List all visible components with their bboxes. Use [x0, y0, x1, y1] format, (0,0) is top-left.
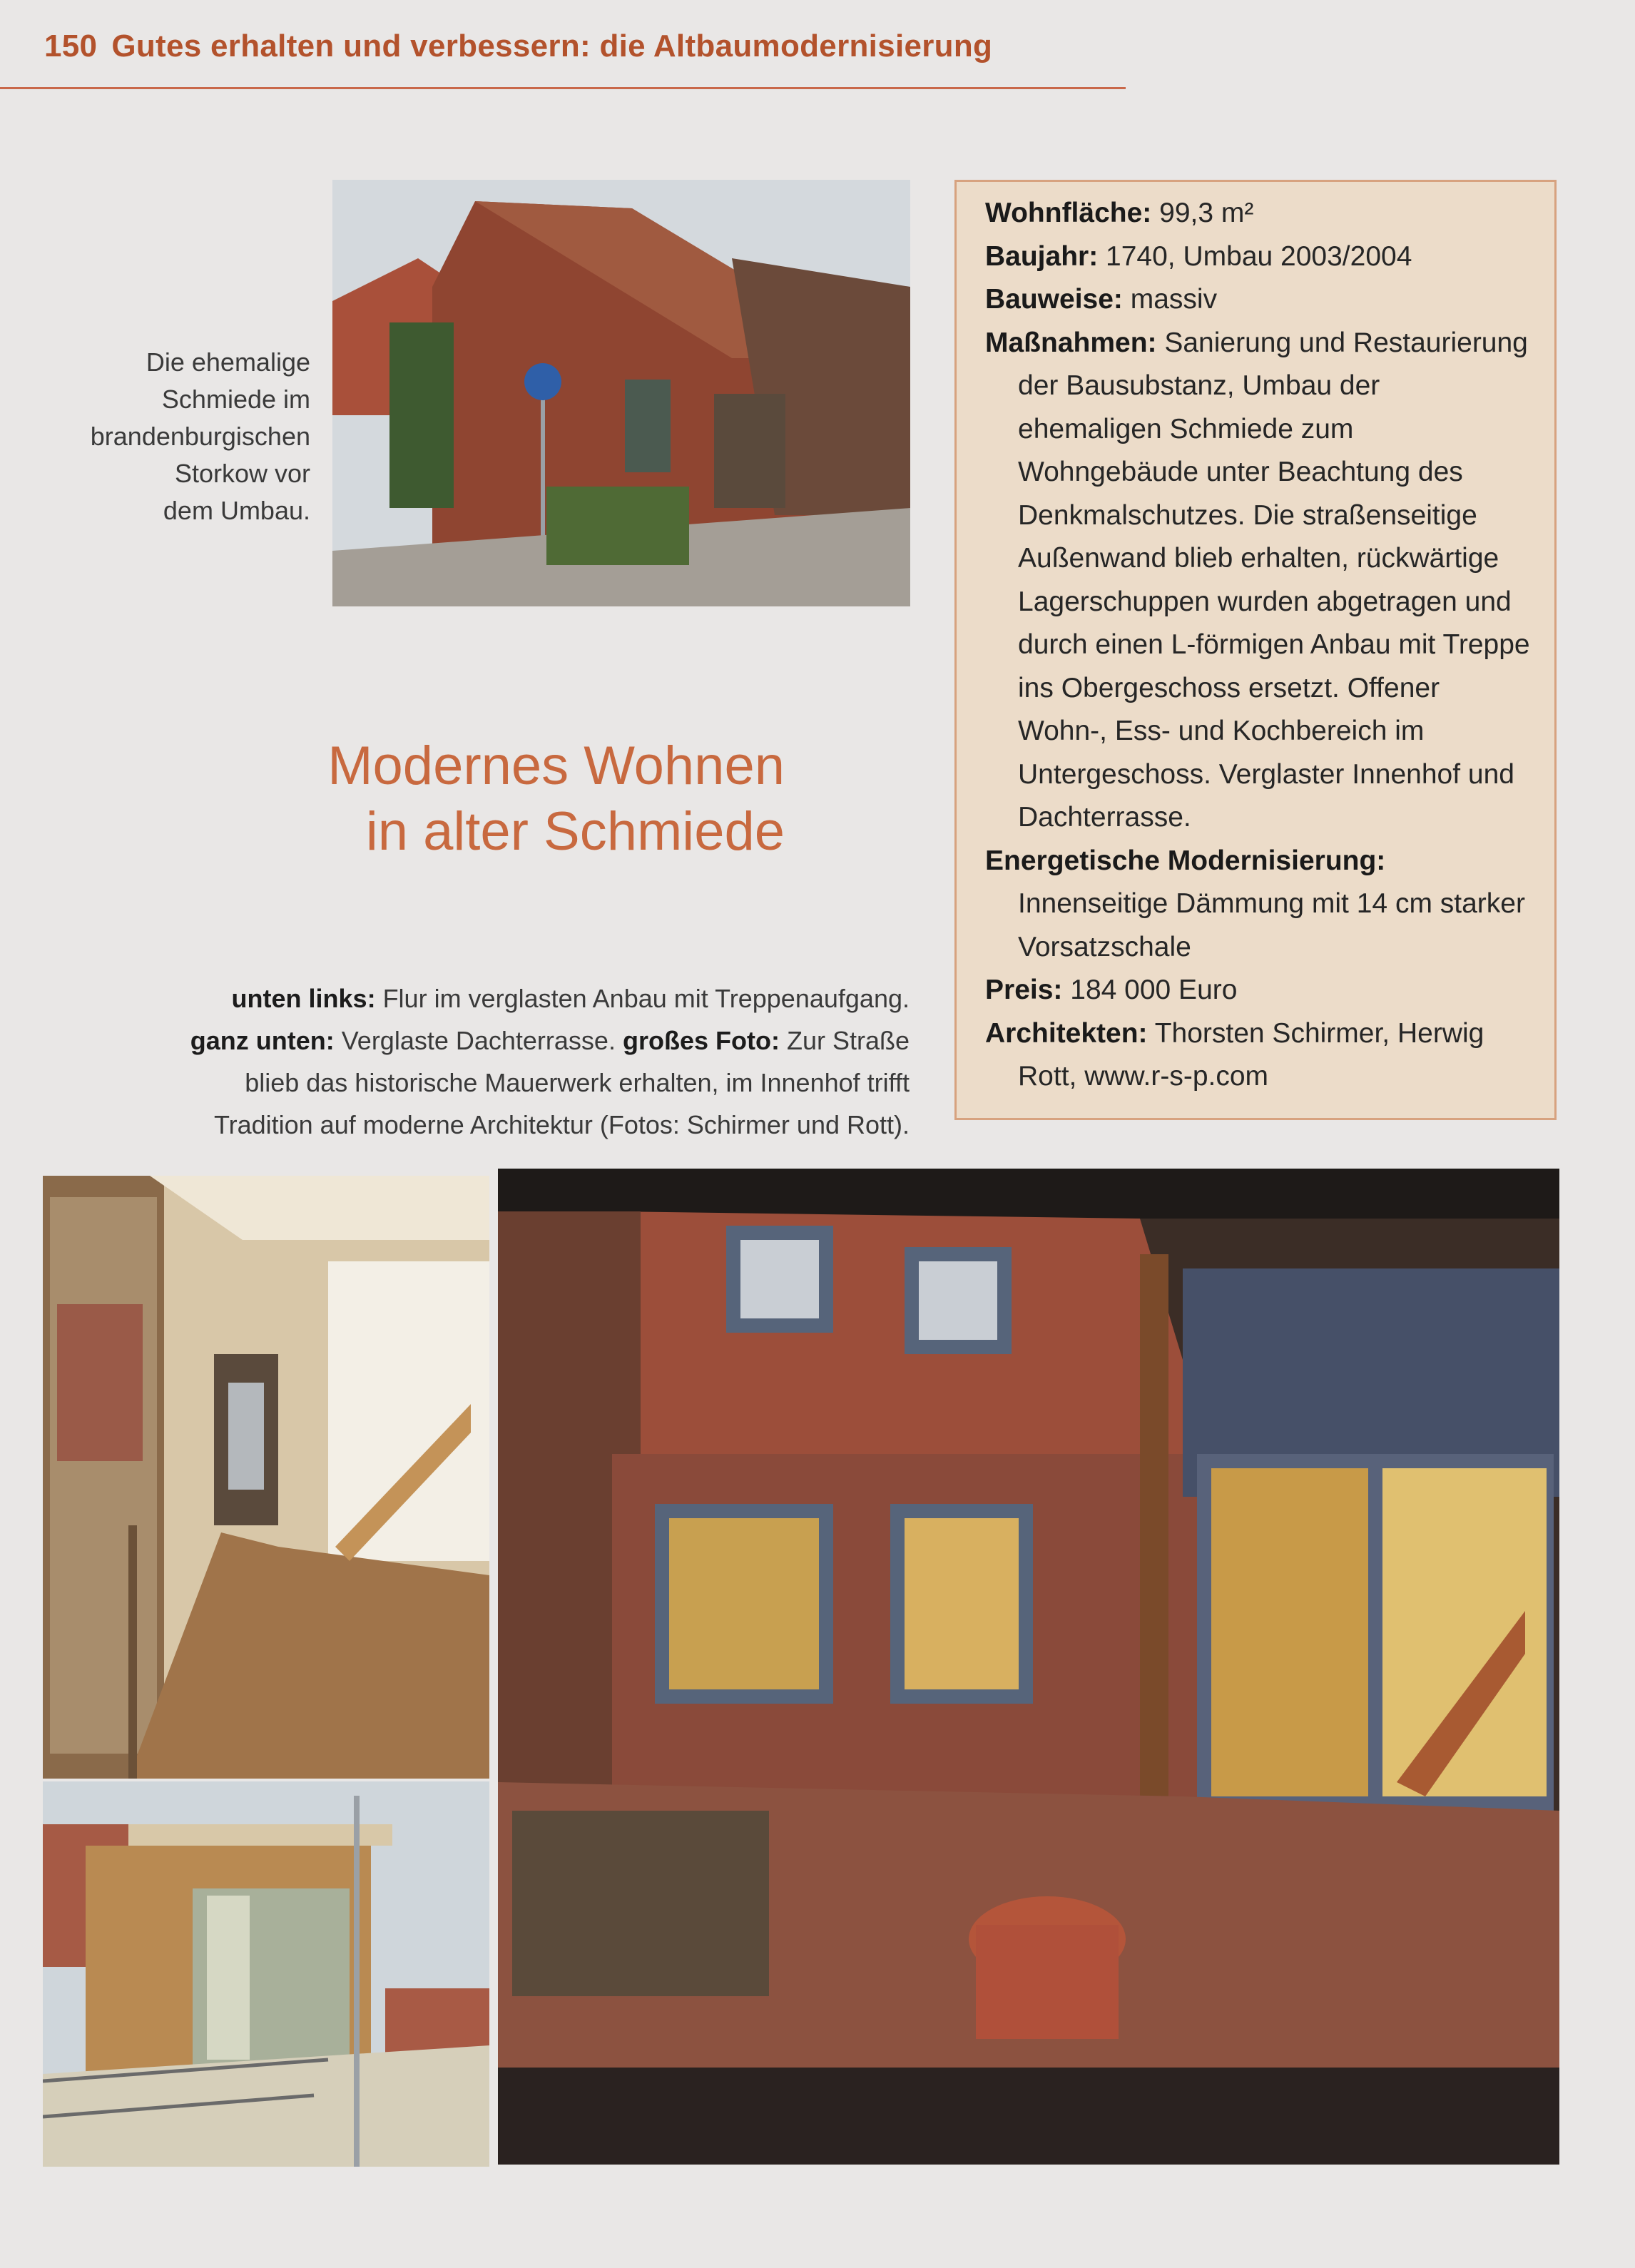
headline-line-2: in alter Schmiede — [365, 801, 785, 862]
info-construction — [985, 278, 1530, 322]
info-box — [954, 180, 1557, 1120]
info-label: Wohnfläche: — [985, 198, 1152, 228]
caption-line: Storkow vor — [174, 459, 310, 488]
info-label: Baujahr: — [985, 240, 1099, 272]
info-label: Maßnahmen: — [985, 327, 1157, 358]
caption-text: Zur Straße — [779, 1026, 910, 1055]
info-measures — [985, 322, 1530, 840]
photo-courtyard — [498, 1169, 1559, 2165]
caption-label-very-bottom: ganz unten: — [190, 1026, 335, 1055]
info-year-built — [985, 235, 1530, 279]
caption-old-smithy — [43, 344, 310, 529]
info-value: Sanierung und Restaurierung der Bausubstanz, Umbau der ehemaligen Schmiede zum Wohngebäude unter Beachtung des Denkmalschutzes. Die straßenseitige Außenwand blieb erhalten, rückwärtige Lagerschuppen wurden abgetragen und durch einen L-förmigen Anbau mit Treppe ins Obergeschoss ersetzt. Offener Wohn-, Ess- und Kochbereich im Untergeschoss. Verglaster Innenhof und Dachterrasse. — [1018, 327, 1530, 833]
article-headline — [107, 733, 785, 865]
caption-row: blieb das historische Mauerwerk erhalten, im Innenhof trifft — [245, 1068, 910, 1097]
info-label: Architekten: — [985, 1017, 1148, 1049]
info-label: Bauweise: — [985, 284, 1123, 315]
info-value: 99,3 m² — [1159, 198, 1254, 228]
header-rule — [0, 87, 1126, 89]
info-value: Innenseitige Dämmung mit 14 cm starker Vorsatzschale — [1018, 888, 1525, 962]
info-energy — [985, 840, 1530, 970]
photo-hallway — [43, 1176, 489, 1779]
info-architects — [985, 1012, 1530, 1099]
caption-label-bottom-left: unten links: — [231, 984, 376, 1013]
headline-line-1: Modernes Wohnen — [327, 736, 785, 796]
caption-row — [143, 977, 910, 1019]
info-value: 184 000 Euro — [1070, 975, 1238, 1005]
caption-text: Flur im verglasten Anbau mit Treppenaufgang. — [375, 984, 910, 1013]
info-value: Thorsten Schirmer, Herwig Rott, www.r-s-p.com — [1018, 1017, 1484, 1092]
caption-row: Tradition auf moderne Architektur (Fotos: Schirmer und Rott). — [213, 1110, 910, 1139]
caption-label-large-photo: großes Foto: — [622, 1026, 780, 1055]
photo-roof-terrace — [43, 1781, 489, 2167]
info-label: Energetische Modernisierung: — [985, 845, 1386, 876]
info-value: massiv — [1130, 284, 1218, 315]
caption-line: dem Umbau. — [163, 496, 310, 525]
info-value: 1740, Umbau 2003/2004 — [1106, 240, 1412, 272]
page-header — [44, 29, 992, 64]
photo-captions — [143, 977, 910, 1146]
info-living-area — [985, 192, 1530, 235]
info-price — [985, 969, 1530, 1012]
caption-line: brandenburgischen — [90, 422, 310, 451]
info-label: Preis: — [985, 975, 1063, 1005]
running-title: Gutes erhalten und verbessern: die Altbaumodernisierung — [111, 29, 993, 63]
caption-line: Die ehemalige — [146, 347, 310, 377]
caption-line: Schmiede im — [161, 385, 310, 414]
caption-text: Verglaste Dachterrasse. — [334, 1026, 623, 1055]
caption-row — [143, 1019, 910, 1062]
photo-old-smithy — [332, 180, 910, 606]
page-number: 150 — [44, 29, 98, 63]
